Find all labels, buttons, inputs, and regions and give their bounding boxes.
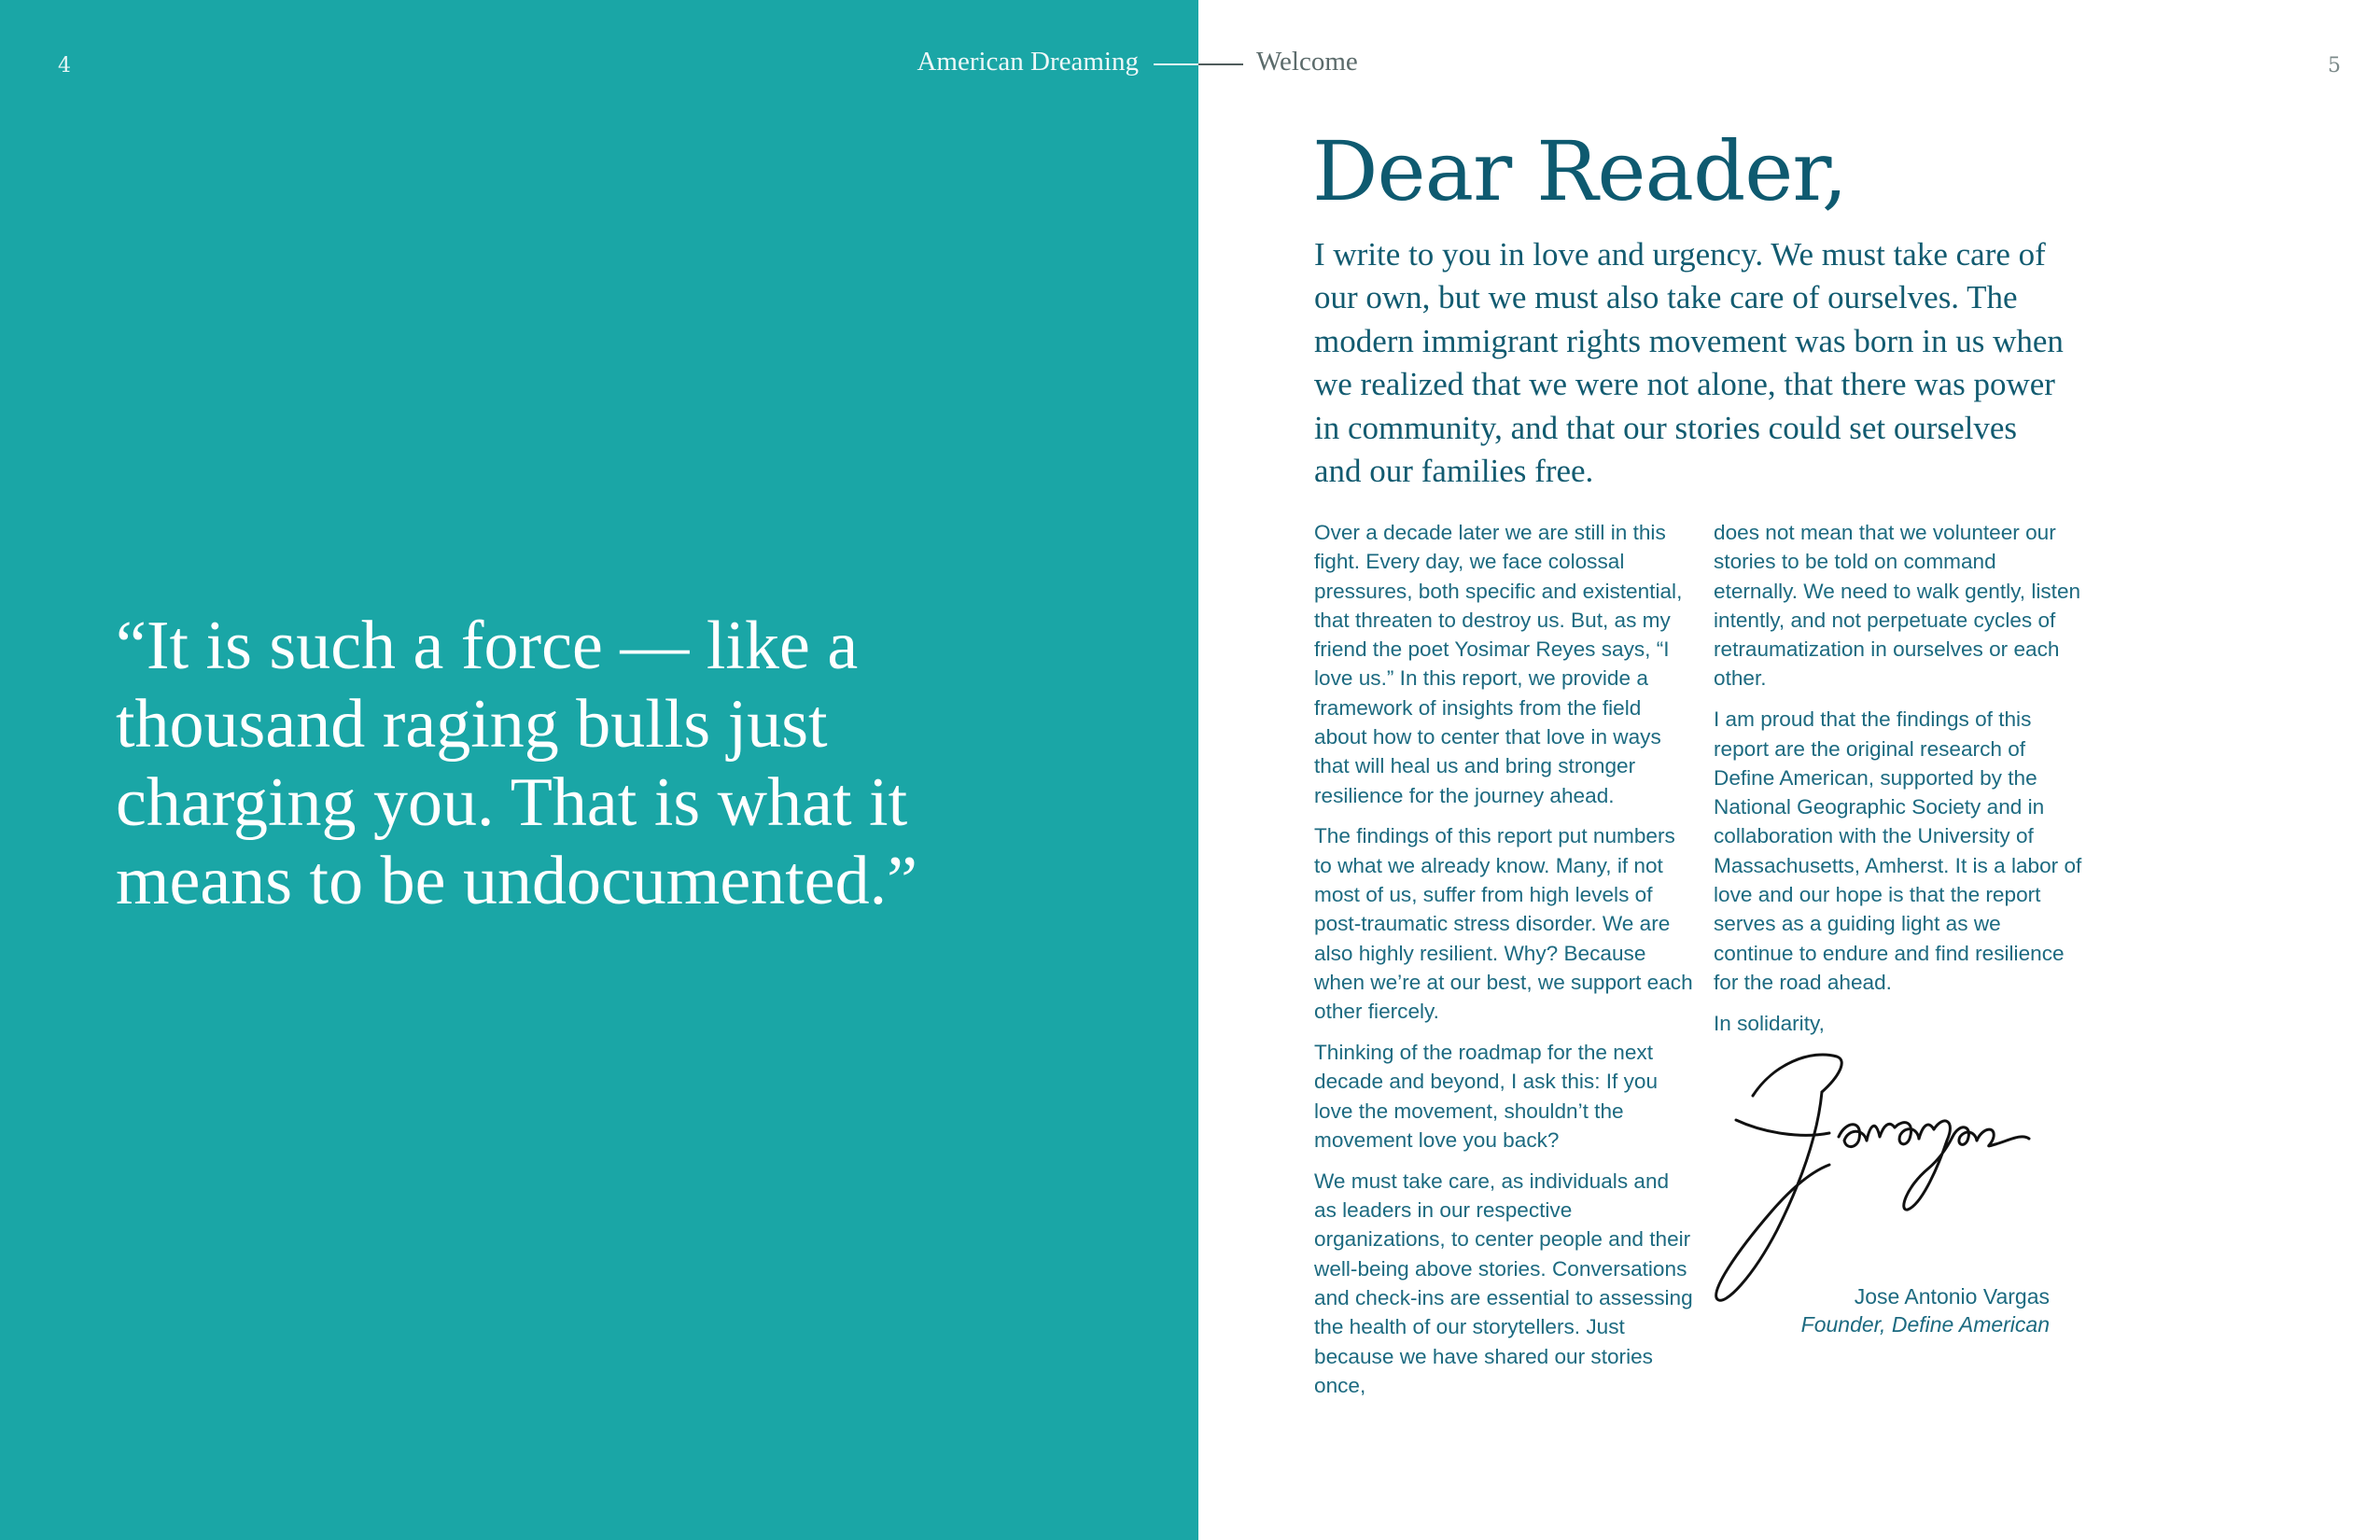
closing-line: In solidarity,: [1714, 1011, 1825, 1035]
body-paragraph: does not mean that we volunteer our stories to be told on command eternally. We need to walk gently, listen intently, and not perpetuate cycles of retraumatization in ourselves or each other.: [1714, 521, 2081, 691]
body-paragraph: I am proud that the findings of this report are the original research of Define American, supported by the National Geographic Society and in collaboration with the University of Massachusetts, Amherst. It is a labor of love and our hope is that the report serves as a guiding light as we continue to endure and find resilience for the road ahead.: [1714, 707, 2082, 994]
body-paragraph: Over a decade later we are still in this fight. Every day, we face colossal pressures, both specific and existential, that threaten to destroy us. But, as my friend the poet Yosimar Reyes says, “I love us.” In this report, we provide a framework of insights from the field about how to center that love in ways that will heal us and bring stronger resilience for the journey ahead.: [1314, 521, 1683, 807]
lead-paragraph: I write to you in love and urgency. We must take care of our own, but we must also take care of ourselves. The modern immigrant rights movement was born in us when we realized that we were not alone, that there was power in community, and that our stories could set ourselves and our families free.: [1314, 236, 2064, 490]
running-head-rule-right: [1198, 63, 1243, 65]
body-paragraph: Thinking of the roadmap for the next decade and beyond, I ask this: If you love the movement, shouldn’t the movement love you back?: [1314, 1041, 1659, 1152]
running-head-left: American Dreaming: [917, 47, 1139, 77]
page-number-left: 4: [58, 54, 71, 77]
body-paragraph: We must take care, as individuals and as leaders in our respective organizations, to center people and their well-being above stories. Conversations and check-ins are essential to assessing the health of our storytellers. Just because we have shared our stories once,: [1314, 1169, 1693, 1397]
body-paragraph: The findings of this report put numbers to what we already know. Many, if not most of us, suffer from high levels of post-traumatic stress disorder. We are also highly resilient. Why? Because when we’re at our best, we support each other fiercely.: [1314, 824, 1693, 1024]
running-head-right: Welcome: [1256, 47, 1358, 77]
page-number-right: 5: [2328, 54, 2341, 77]
signatory-name: Jose Antonio Vargas: [1854, 1284, 2050, 1309]
letter-title: Dear Reader,: [1312, 123, 1847, 219]
body-column-1: [1314, 518, 1695, 1412]
signatory-role: Founder, Define American: [1800, 1312, 2050, 1337]
body-column-2: [1714, 518, 2085, 1050]
running-head-rule-left: [1154, 63, 1198, 65]
pull-quote: “It is such a force — like a thousand raging bulls just charging you. That is what it means to be undocumented.”: [116, 608, 917, 919]
